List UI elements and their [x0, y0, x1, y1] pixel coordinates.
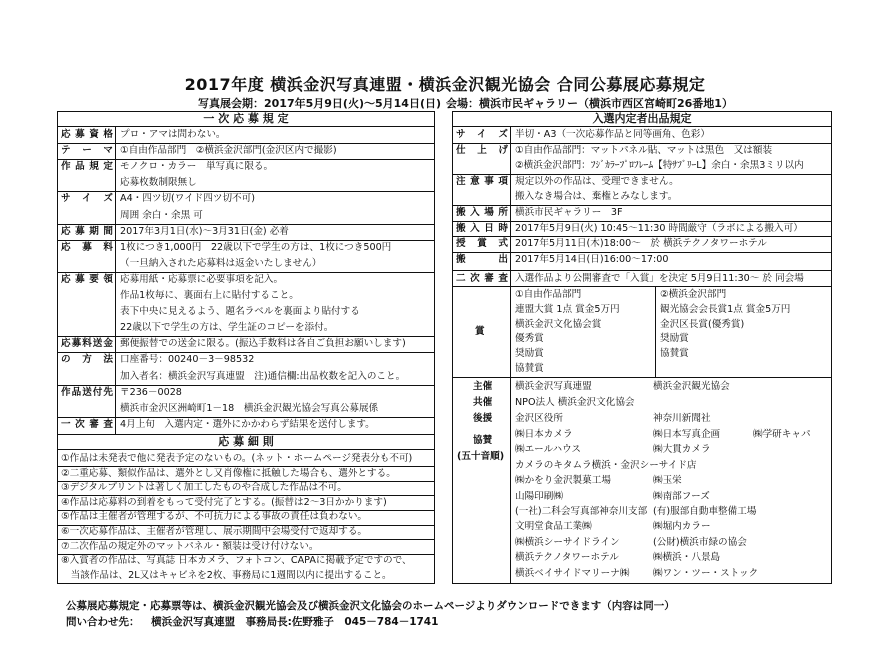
left-rule-label: 一次審査	[61, 418, 113, 430]
sponsor: ㈱日本カメラ	[515, 429, 573, 440]
award-item: ②横浜金沢部門	[660, 289, 727, 300]
award-item: 連盟大賞 1点 賞金5万円	[515, 303, 620, 315]
left-label-divider	[115, 127, 116, 434]
detail-item: ⑥一次応募作品は、主催者が管理し、展示期間中会場受付で返却する。	[61, 526, 368, 537]
sponsor: ㈱南部フーズ	[653, 490, 710, 502]
org-label: 主催	[473, 381, 493, 392]
left-rule-value: 応募枚数制限無し	[120, 177, 197, 189]
sponsor: ㈱玉栄	[653, 475, 682, 487]
supporter: 金沢区役所	[515, 413, 563, 424]
org-label: 共催	[473, 397, 493, 408]
right-row-rule	[453, 174, 831, 175]
right-rule-value: ②横浜金沢部門：ﾌｼﾞｶﾗｰﾌﾟﾛﾌﾚｰﾑ【特ｻﾌﾞﾘｰL】余白・余黒3ミリ以内	[515, 160, 804, 172]
right-panel	[452, 111, 832, 584]
right-rule-label: 注意事項	[456, 175, 508, 187]
right-row-rule	[453, 143, 831, 144]
left-rule-value: 周囲 余白・余黒 可	[120, 209, 203, 221]
left-rule-value: 〒236－0028	[120, 386, 182, 398]
detail-rule	[58, 481, 434, 482]
footer-contact-label: 問い合わせ先：	[66, 616, 140, 628]
awards-label: 賞	[475, 326, 485, 337]
right-row-rule	[453, 205, 831, 206]
first-application-header: 一 次 応 募 規 定	[58, 112, 434, 127]
left-rule-value: A4・四ツ切(ワイド四ツ切不可)	[120, 193, 255, 205]
detail-rule	[58, 554, 434, 555]
right-rule-value: ①自由作品部門：マットパネル貼、マットは黒色 又は額装	[515, 144, 773, 156]
supporter: 神奈川新聞社	[653, 413, 711, 424]
award-item: 横浜金沢文化協会賞	[515, 318, 602, 330]
sponsor: ㈱ワン・ツー・ストック	[653, 567, 759, 579]
award-item: 優秀賞	[515, 333, 544, 345]
detail-item: 当該作品は、2L又はキャビネを2枚、事務局に1週間以内に提出すること。	[61, 569, 392, 581]
left-rule-value: 加入者名：横浜金沢写真連盟 注)通信欄:出品枚数を記入のこと。	[120, 370, 406, 382]
left-rule-value: 22歳以下で学生の方は、学生証のコピーを添付。	[120, 322, 334, 334]
award-item: ①自由作品部門	[515, 289, 582, 300]
exhibition-venue: 会場：横浜市民ギャラリー（横浜市西区宮崎町26番地1）	[446, 97, 733, 110]
left-rule-value: （一旦納入された応募料は返金いたしません）	[120, 257, 322, 269]
award-item: 協賛賞	[660, 348, 689, 360]
sponsor: ㈱かをり金沢製菓工場	[515, 475, 611, 487]
left-row-rule	[58, 336, 434, 337]
finalist-rules-header: 入選内定者出品規定	[453, 112, 831, 127]
left-row-rule	[58, 191, 434, 192]
left-rule-value: 作品1枚毎に、裏面右上に貼付すること。	[120, 290, 299, 301]
left-rule-value: 応募用紙・応募票に必要事項を記入。	[120, 273, 284, 285]
left-row-rule	[58, 240, 434, 241]
right-rule-label: 仕上げ	[456, 144, 508, 156]
sponsor-label: 協賛	[473, 435, 493, 446]
right-rule-label: 搬出	[456, 253, 508, 265]
second-review-label: 二次審査	[456, 273, 508, 284]
detail-item: ②二重応募、類似作品は、選外とし又肖像権に抵触した場合も、選外とする。	[61, 467, 396, 479]
co-organizer: NPO法人 横浜金沢文化協会	[515, 397, 635, 408]
left-rule-value: 1枚につき1,000円 22歳以下で学生の方は、1枚につき500円	[120, 241, 392, 253]
org-label: 後援	[473, 413, 493, 424]
sponsor: (一社)二科会写真部神奈川支部	[515, 506, 648, 517]
right-rule-value: 搬入なき場合は、棄権とみなします。	[515, 191, 678, 203]
footer-download-note: 公募展応募規定・応募票等は、横浜金沢観光協会及び横浜金沢文化協会のホームページよりダウンロードできます（内容は同一）	[66, 600, 675, 612]
detail-rule	[58, 495, 434, 496]
left-rule-label: 応募要領	[61, 273, 113, 285]
awards-top-rule	[453, 286, 831, 287]
award-item: 観光協会会長賞1点 賞金5万円	[660, 303, 791, 315]
right-rule-label: 搬入日時	[456, 222, 508, 234]
awards-bottom-rule	[453, 377, 831, 378]
right-label-divider	[510, 127, 511, 583]
left-rule-value: 郵便振替での送金に限る。(振込手数料は各自ご負担お願いします)	[120, 338, 406, 350]
left-row-rule	[58, 159, 434, 160]
left-rule-value: プロ・アマは問わない。	[120, 129, 226, 140]
left-row-rule	[58, 417, 434, 418]
detail-item: ⑧入賞者の作品は、写真誌 日本カメラ、フォトコン、CAPAに掲載予定ですので、	[61, 555, 412, 567]
awards-mid-divider	[655, 286, 656, 377]
footer-contact-value: 横浜金沢写真連盟 事務局長:佐野雅子 045－784－1741	[151, 616, 439, 628]
left-rule-value: 表下中央に見えるよう、題名ラベルを裏面より貼付する	[120, 306, 360, 318]
detail-item: ⑤作品は主催者が管理するが、不可抗力による事故の責任は負わない。	[61, 511, 368, 523]
left-row-rule	[58, 385, 434, 386]
sponsor: ㈱エールハウス	[515, 444, 582, 456]
footer-contact	[66, 614, 438, 629]
left-rule-value: 4月上旬 入選内定・選外にかかわらず結果を送付します。	[120, 418, 375, 430]
sponsor: ㈱堀内カラー	[653, 521, 711, 533]
right-rule-value: 半切・A3（一次応募作品と同等画角、色彩）	[515, 129, 710, 140]
sponsor: 山陽印刷㈱	[515, 490, 563, 502]
second-review-value: 入選作品より公開審査で「入賞」を決定 5月9日11:30～ 於 同会場	[515, 273, 804, 284]
right-row-rule	[453, 252, 831, 253]
sponsor: (公財)横浜市緑の協会	[653, 536, 747, 548]
left-rule-label: サイズ	[61, 193, 113, 205]
right-rule-value: 規定以外の作品は、受理できません。	[515, 175, 679, 187]
right-rule-value: 横浜市民ギャラリー 3F	[515, 207, 623, 218]
detail-rule	[58, 510, 434, 511]
details-header: 応 募 細 則	[58, 435, 434, 450]
right-rule-value: 2017年5月9日(火) 10:45～11:30 時間厳守（ラボによる搬入可）	[515, 222, 803, 234]
sponsor: 横浜ベイサイドマリーナ㈱	[515, 567, 630, 579]
exhibition-period: 写真展会期：2017年5月9日(火)～5月14日(日)	[198, 97, 441, 110]
left-row-rule	[58, 272, 434, 273]
left-rule-value: ①自由作品部門 ②横浜金沢部門(金沢区内で撮影)	[120, 145, 337, 157]
sponsor: 横浜テクノタワーホテル	[515, 552, 619, 564]
award-item: 奨励賞	[515, 348, 544, 360]
left-rule-value: モノクロ・カラー 単写真に限る。	[120, 161, 274, 173]
left-rule-label: 応募料送金	[61, 338, 113, 350]
organizer: 横浜金沢写真連盟	[515, 381, 592, 392]
detail-rule	[58, 466, 434, 467]
right-row-rule	[453, 221, 831, 222]
page-title: 2017年度 横浜金沢写真連盟・横浜金沢観光協会 合同公募展応募規定	[184, 75, 706, 94]
left-rule-label: の方法	[61, 354, 113, 366]
left-rule-label: 作品規定	[61, 161, 113, 173]
left-panel	[57, 111, 435, 584]
right-rule-value: 2017年5月14日(日)16:00～17:00	[515, 253, 669, 265]
right-rule-label: サイズ	[456, 129, 508, 140]
detail-item: ④作品は応募料の到着をもって受付完了とする。(振替は2～3日かかります)	[61, 496, 387, 508]
sponsor: ㈱学研キャパ	[753, 429, 811, 440]
left-rule-label: 作品送付先	[61, 386, 113, 398]
sponsor-order-note: (五十音順)	[457, 451, 505, 462]
detail-item: ③デジタルプリントは著しく加工したものや合成した作品は不可。	[61, 482, 347, 494]
left-rule-label: 応募資格	[61, 129, 113, 140]
sponsor: ㈱日本写真企画	[653, 429, 721, 440]
right-rule-value: 2017年5月11日(木)18:00～ 於 横浜テクノタワーホテル	[515, 238, 767, 250]
left-rule-value: 横浜市金沢区洲崎町1－18 横浜金沢観光協会写真公募展係	[120, 402, 379, 414]
detail-item: ⑦二次作品の規定外のマットパネル・額装は受け付けない。	[61, 540, 319, 552]
left-rule-label: 応募料	[61, 241, 113, 253]
right-rule-label: 搬入場所	[456, 207, 508, 218]
award-item: 金沢区長賞(優秀賞)	[660, 318, 745, 330]
second-review-top-rule	[453, 270, 831, 271]
organizer: 横浜金沢観光協会	[653, 381, 730, 392]
right-row-rule	[453, 236, 831, 237]
sponsor: カメラのキタムラ横浜・金沢シーサイド店	[515, 459, 697, 471]
right-rule-label: 授賞式	[456, 238, 508, 250]
left-rule-label: 応募期間	[61, 225, 113, 237]
detail-item: ①作品は未発表で他に発表予定のないもの。(ネット・ホームページ発表分も不可)	[61, 453, 413, 464]
sponsor: (有)服部自動車整備工場	[653, 506, 757, 517]
sponsor: ㈱大貫カメラ	[653, 444, 711, 456]
detail-rule	[58, 539, 434, 540]
award-item: 協賛賞	[515, 363, 544, 374]
left-rule-value: 2017年3月1日(水)～3月31日(金) 必着	[120, 225, 289, 237]
award-item: 奨励賞	[660, 333, 689, 345]
left-row-rule	[58, 224, 434, 225]
left-rule-value: 口座番号：00240－3－98532	[120, 354, 255, 366]
left-rule-label: テーマ	[61, 145, 113, 157]
left-row-rule	[58, 352, 434, 353]
sponsor: 文明堂食品工業㈱	[515, 521, 592, 533]
sponsor: ㈱横浜・八景島	[653, 552, 721, 564]
detail-rule	[58, 525, 434, 526]
left-row-rule	[58, 143, 434, 144]
sponsor: ㈱横浜シーサイドライン	[515, 536, 620, 548]
